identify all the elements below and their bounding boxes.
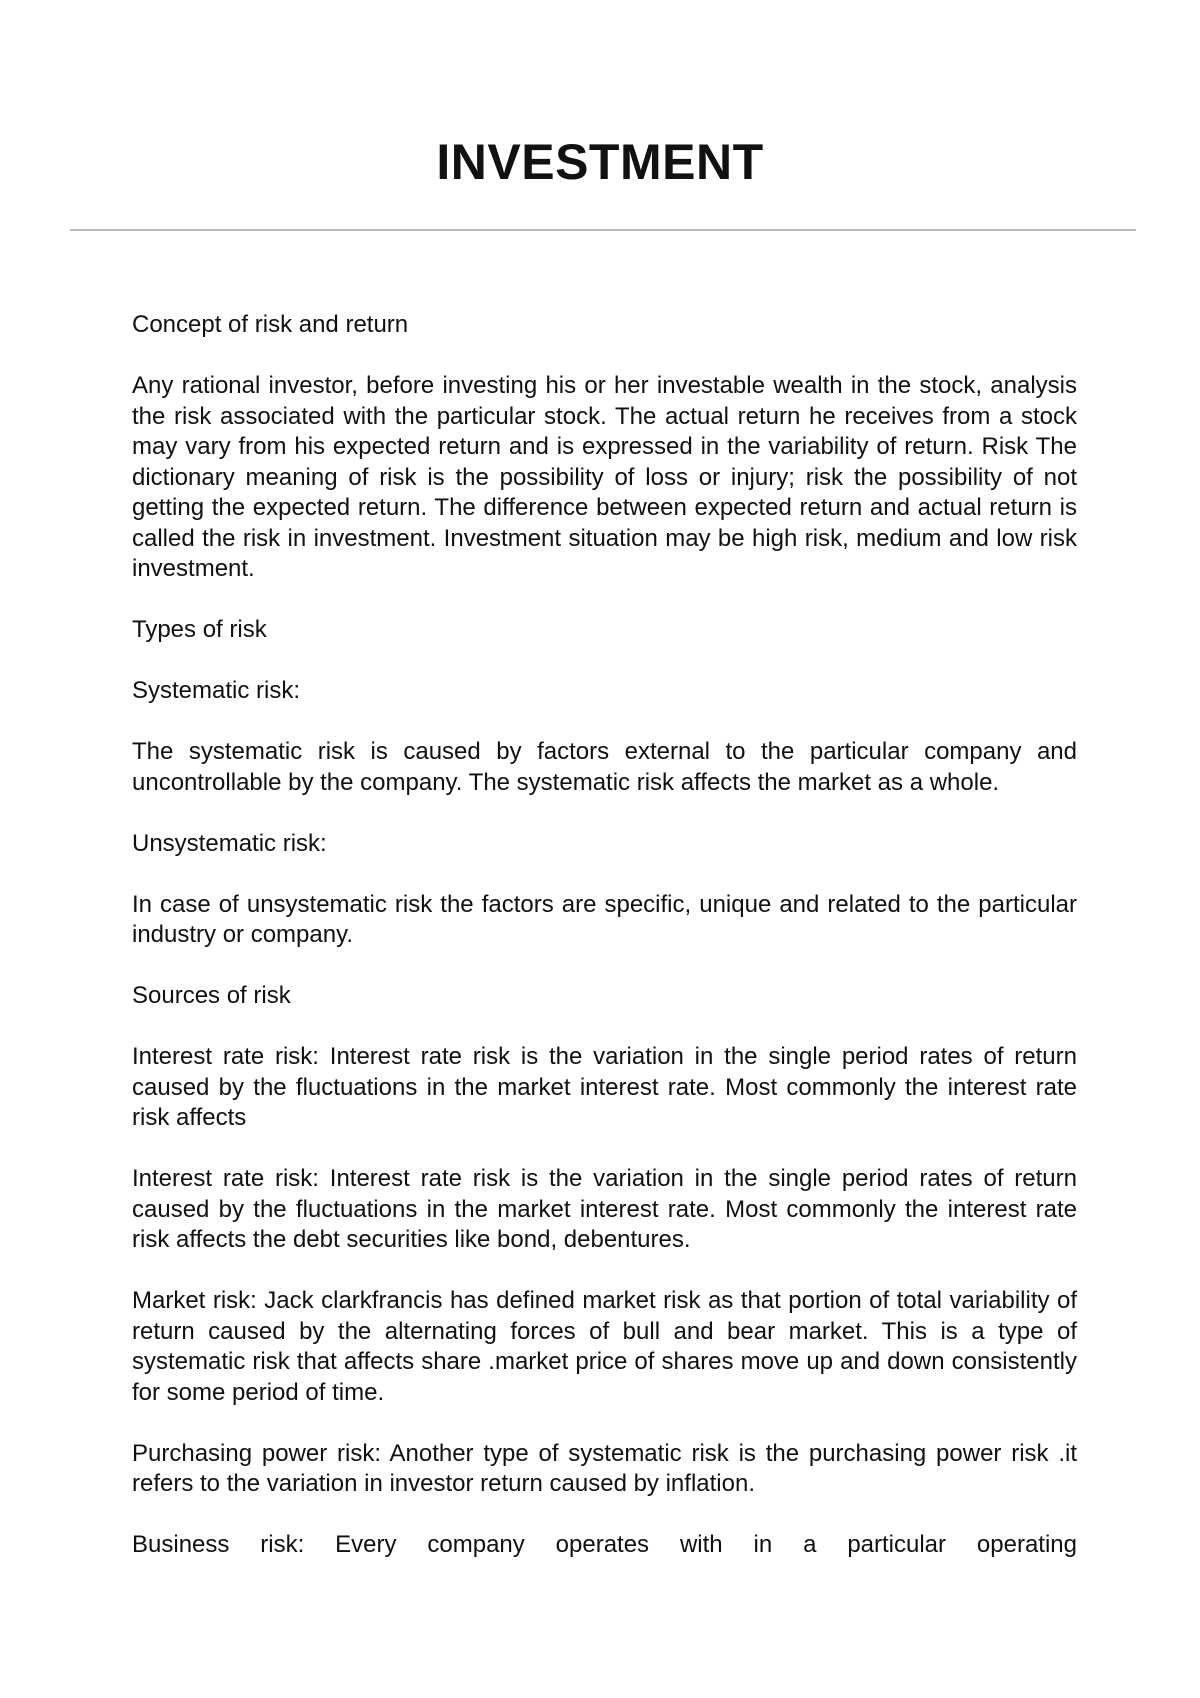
subheading-systematic-risk: Systematic risk: (132, 677, 301, 704)
subheading-unsystematic-risk: Unsystematic risk: (132, 829, 327, 857)
title-divider (70, 229, 1136, 231)
paragraph-purchasing-power-risk: Purchasing power risk: Another type of systematic risk is the purchasing power risk .it refers to the variation in investor return caused by inflation. (132, 1439, 1077, 1497)
document-body (132, 310, 1077, 1591)
paragraph-business-risk: Business risk: Every company operates with in a particular operating (132, 1531, 1077, 1558)
paragraph-systematic-risk: The systematic risk is caused by factors external to the particular company and uncontrollable by the company. The systematic risk affects the market as a whole. (132, 738, 1077, 796)
paragraph-market-risk: Market risk: Jack clarkfrancis has defined market risk as that portion of total variability of return caused by the alternating forces of bull and bear market. This is a type of systematic risk that affects share .market price of shares move up and down consistently for some period of time. (132, 1287, 1077, 1406)
paragraph-interest-rate-risk: Interest rate risk: Interest rate risk is the variation in the single period rates of return caused by the fluctuations in the market interest rate. Most commonly the interest rate risk affects the debt securities like bond, debentures. (132, 1165, 1077, 1253)
section-heading-types-of-risk: Types of risk (132, 616, 267, 643)
section-heading-risk-return: Concept of risk and return (132, 311, 409, 338)
section-heading-sources-of-risk: Sources of risk (132, 982, 291, 1009)
document-title: INVESTMENT (436, 134, 764, 190)
paragraph-unsystematic-risk: In case of unsystematic risk the factors are specific, unique and related to the particular industry or company. (132, 890, 1077, 948)
paragraph-interest-rate-risk-partial: Interest rate risk: Interest rate risk is the variation in the single period rates of return caused by the fluctuations in the market interest rate. Most commonly the interest rate risk affects (132, 1043, 1077, 1131)
paragraph-risk-concept: Any rational investor, before investing his or her investable wealth in the stock, analysis the risk associated with the particular stock. The actual return he receives from a stock may vary from his expected return and is expressed in the variability of return. Risk The dictionary meaning of risk is the possibility of loss or injury; risk the possibility of not getting the expected return. The difference between expected return and actual return is called the risk in investment. Investment situation may be high risk, medium and low risk investment. (132, 372, 1077, 582)
